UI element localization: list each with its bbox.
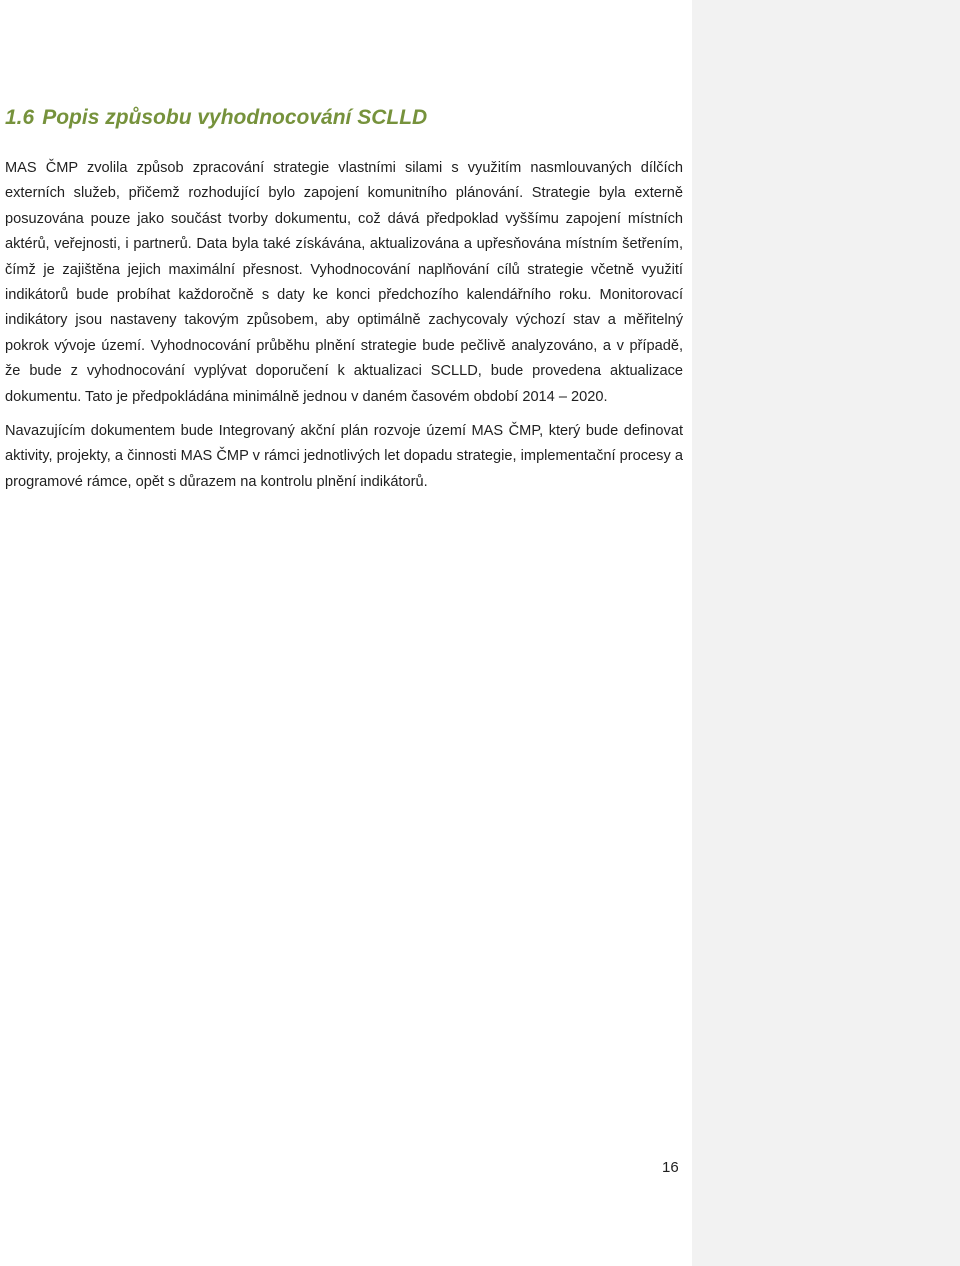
page-content [5, 104, 683, 504]
section-number: 1.6 [5, 106, 35, 129]
section-heading [5, 104, 683, 132]
paragraph-evaluation: MAS ČMP zvolila způsob zpracování strategie vlastními silami s využitím nasmlouvaných dílčích externích služeb, přičemž rozhodující bylo zapojení komunitního plánování. Strategie byla externě posuzována pouze jako součást tvorby dokumentu, což dává předpoklad vyššímu zapojení místních aktérů, veřejnosti, i partnerů. Data byla také získávána, aktualizována a upřesňována místním šetřením, čímž je zajištěna jejich maximální přesnost. Vyhodnocování naplňování cílů strategie včetně využití indikátorů bude probíhat každoročně s daty ke konci předchozího kalendářního roku. Monitorovací indikátory jsou nastaveny takovým způsobem, aby optimálně zachycovaly výchozí stav a měřitelný pokrok vývoje území. Vyhodnocování průběhu plnění strategie bude pečlivě analyzováno, a v případě, že bude z vyhodnocování vyplývat doporučení k aktualizaci SCLLD, bude provedena aktualizace dokumentu. Tato je předpokládána minimálně jednou v daném časovém období 2014 – 2020. [5, 160, 683, 405]
comment-margin-panel [692, 0, 960, 1266]
page-number: 16 [662, 1159, 679, 1176]
paragraph-action-plan: Navazujícím dokumentem bude Integrovaný akční plán rozvoje území MAS ČMP, který bude definovat aktivity, projekty, a činnosti MAS ČMP v rámci jednotlivých let dopadu strategie, implementační procesy a programové rámce, opět s důrazem na kontrolu plnění indikátorů. [5, 423, 683, 490]
section-title: Popis způsobu vyhodnocování SCLLD [42, 106, 428, 129]
